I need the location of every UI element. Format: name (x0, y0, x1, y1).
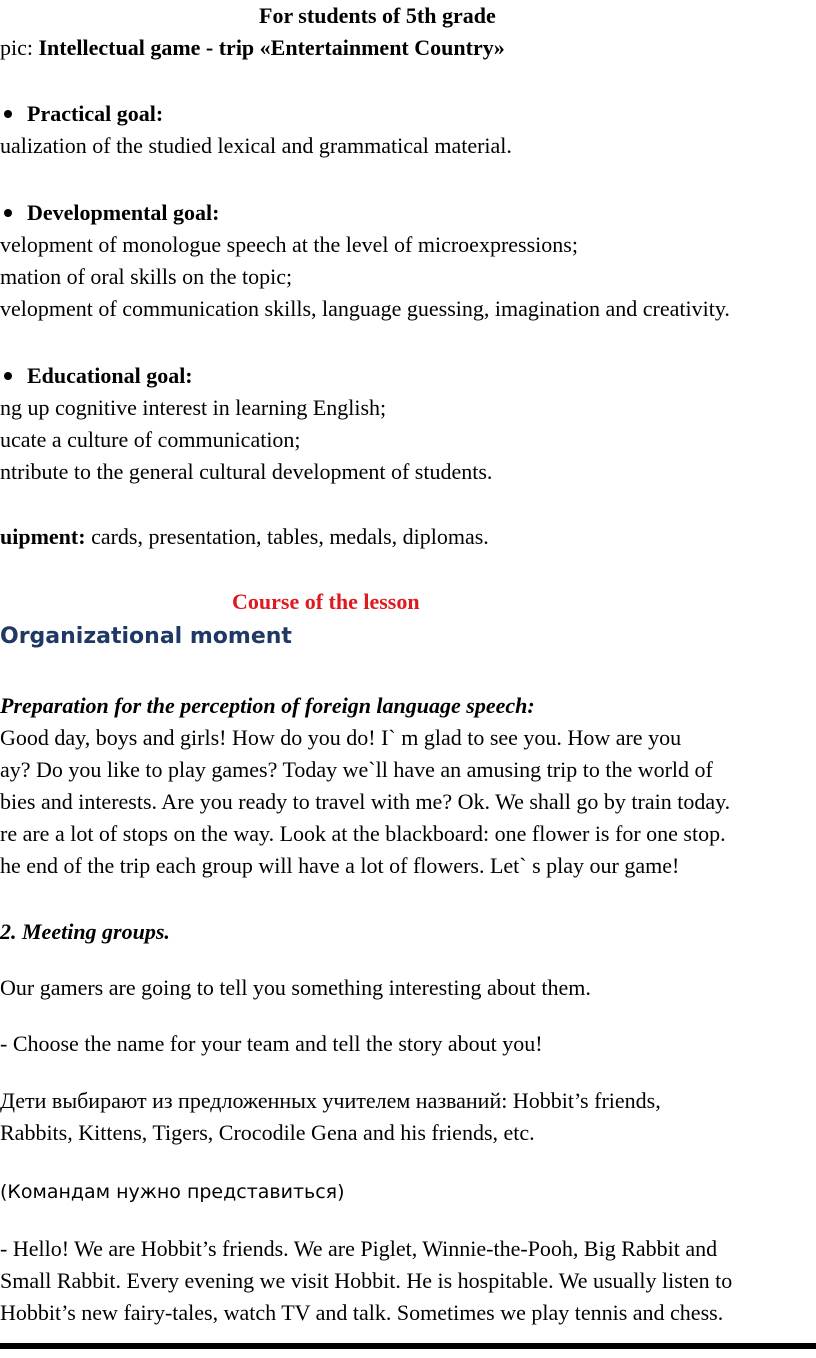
preparation-line: he end of the trip each group will have a lot of flowers. Let` s play our game! (0, 853, 680, 878)
hello-line: Hobbit’s new fairy-tales, watch TV and talk. Sometimes we play tennis and chess. (0, 1300, 724, 1325)
developmental-goal-line: mation of oral skills on the topic; (0, 264, 293, 289)
equipment-text: cards, presentation, tables, medals, diplomas. (85, 524, 489, 549)
preparation-line: re are a lot of stops on the way. Look at the blackboard: one flower is for one stop. (0, 821, 726, 846)
educational-goal-line: ng up cognitive interest in learning English; (0, 395, 387, 420)
equipment-line (0, 524, 489, 550)
bullet-icon (4, 110, 12, 118)
practical-goal-line: ualization of the studied lexical and grammatical material. (0, 133, 512, 158)
practical-goal-title: Practical goal: (27, 101, 164, 126)
russian-line: Дети выбирают из предложенных учителем названий: Hobbit’s friends, (0, 1088, 661, 1113)
bullet-icon (4, 372, 12, 380)
educational-goal-line: ucate a culture of communication; (0, 427, 301, 452)
preparation-line: bies and interests. Are you ready to travel with me? Ok. We shall go by train today. (0, 789, 731, 814)
developmental-goal-line: velopment of monologue speech at the level of microexpressions; (0, 232, 578, 257)
course-title: Course of the lesson (232, 589, 420, 614)
gamers-line: Our gamers are going to tell you something interesting about them. (0, 975, 591, 1000)
developmental-goal-title: Developmental goal: (27, 200, 220, 225)
topic-title: Intellectual game - trip «Entertainment Country» (38, 35, 505, 60)
developmental-goal-line: velopment of communication skills, language guessing, imagination and creativity. (0, 296, 730, 321)
grade-heading: For students of 5th grade (259, 3, 496, 28)
hello-line: - Hello! We are Hobbit’s friends. We are Piglet, Winnie-the-Pooh, Big Rabbit and (0, 1236, 718, 1261)
section-meeting-groups: 2. Meeting groups. (0, 919, 170, 944)
bottom-divider (0, 1343, 816, 1349)
bullet-icon (4, 209, 12, 217)
educational-goal-title: Educational goal: (27, 363, 193, 388)
topic-line (0, 35, 505, 61)
section-organizational-moment: Organizational moment (0, 624, 292, 649)
choose-name-line: - Choose the name for your team and tell the story about you! (0, 1031, 543, 1056)
preparation-line: ay? Do you like to play games? Today we`ll have an amusing trip to the world of (0, 757, 713, 782)
topic-prefix: pic: (0, 35, 39, 60)
educational-goal-line: ntribute to the general cultural development of students. (0, 459, 493, 484)
russian-note: (Командам нужно представиться) (0, 1181, 345, 1203)
russian-line: Rabbits, Kittens, Tigers, Crocodile Gena and his friends, etc. (0, 1120, 535, 1145)
preparation-title: Preparation for the perception of foreign language speech: (0, 693, 535, 718)
preparation-line: Good day, boys and girls! How do you do! I` m glad to see you. How are you (0, 725, 682, 750)
equipment-label: uipment: (0, 524, 86, 549)
hello-line: Small Rabbit. Every evening we visit Hobbit. He is hospitable. We usually listen to (0, 1268, 733, 1293)
